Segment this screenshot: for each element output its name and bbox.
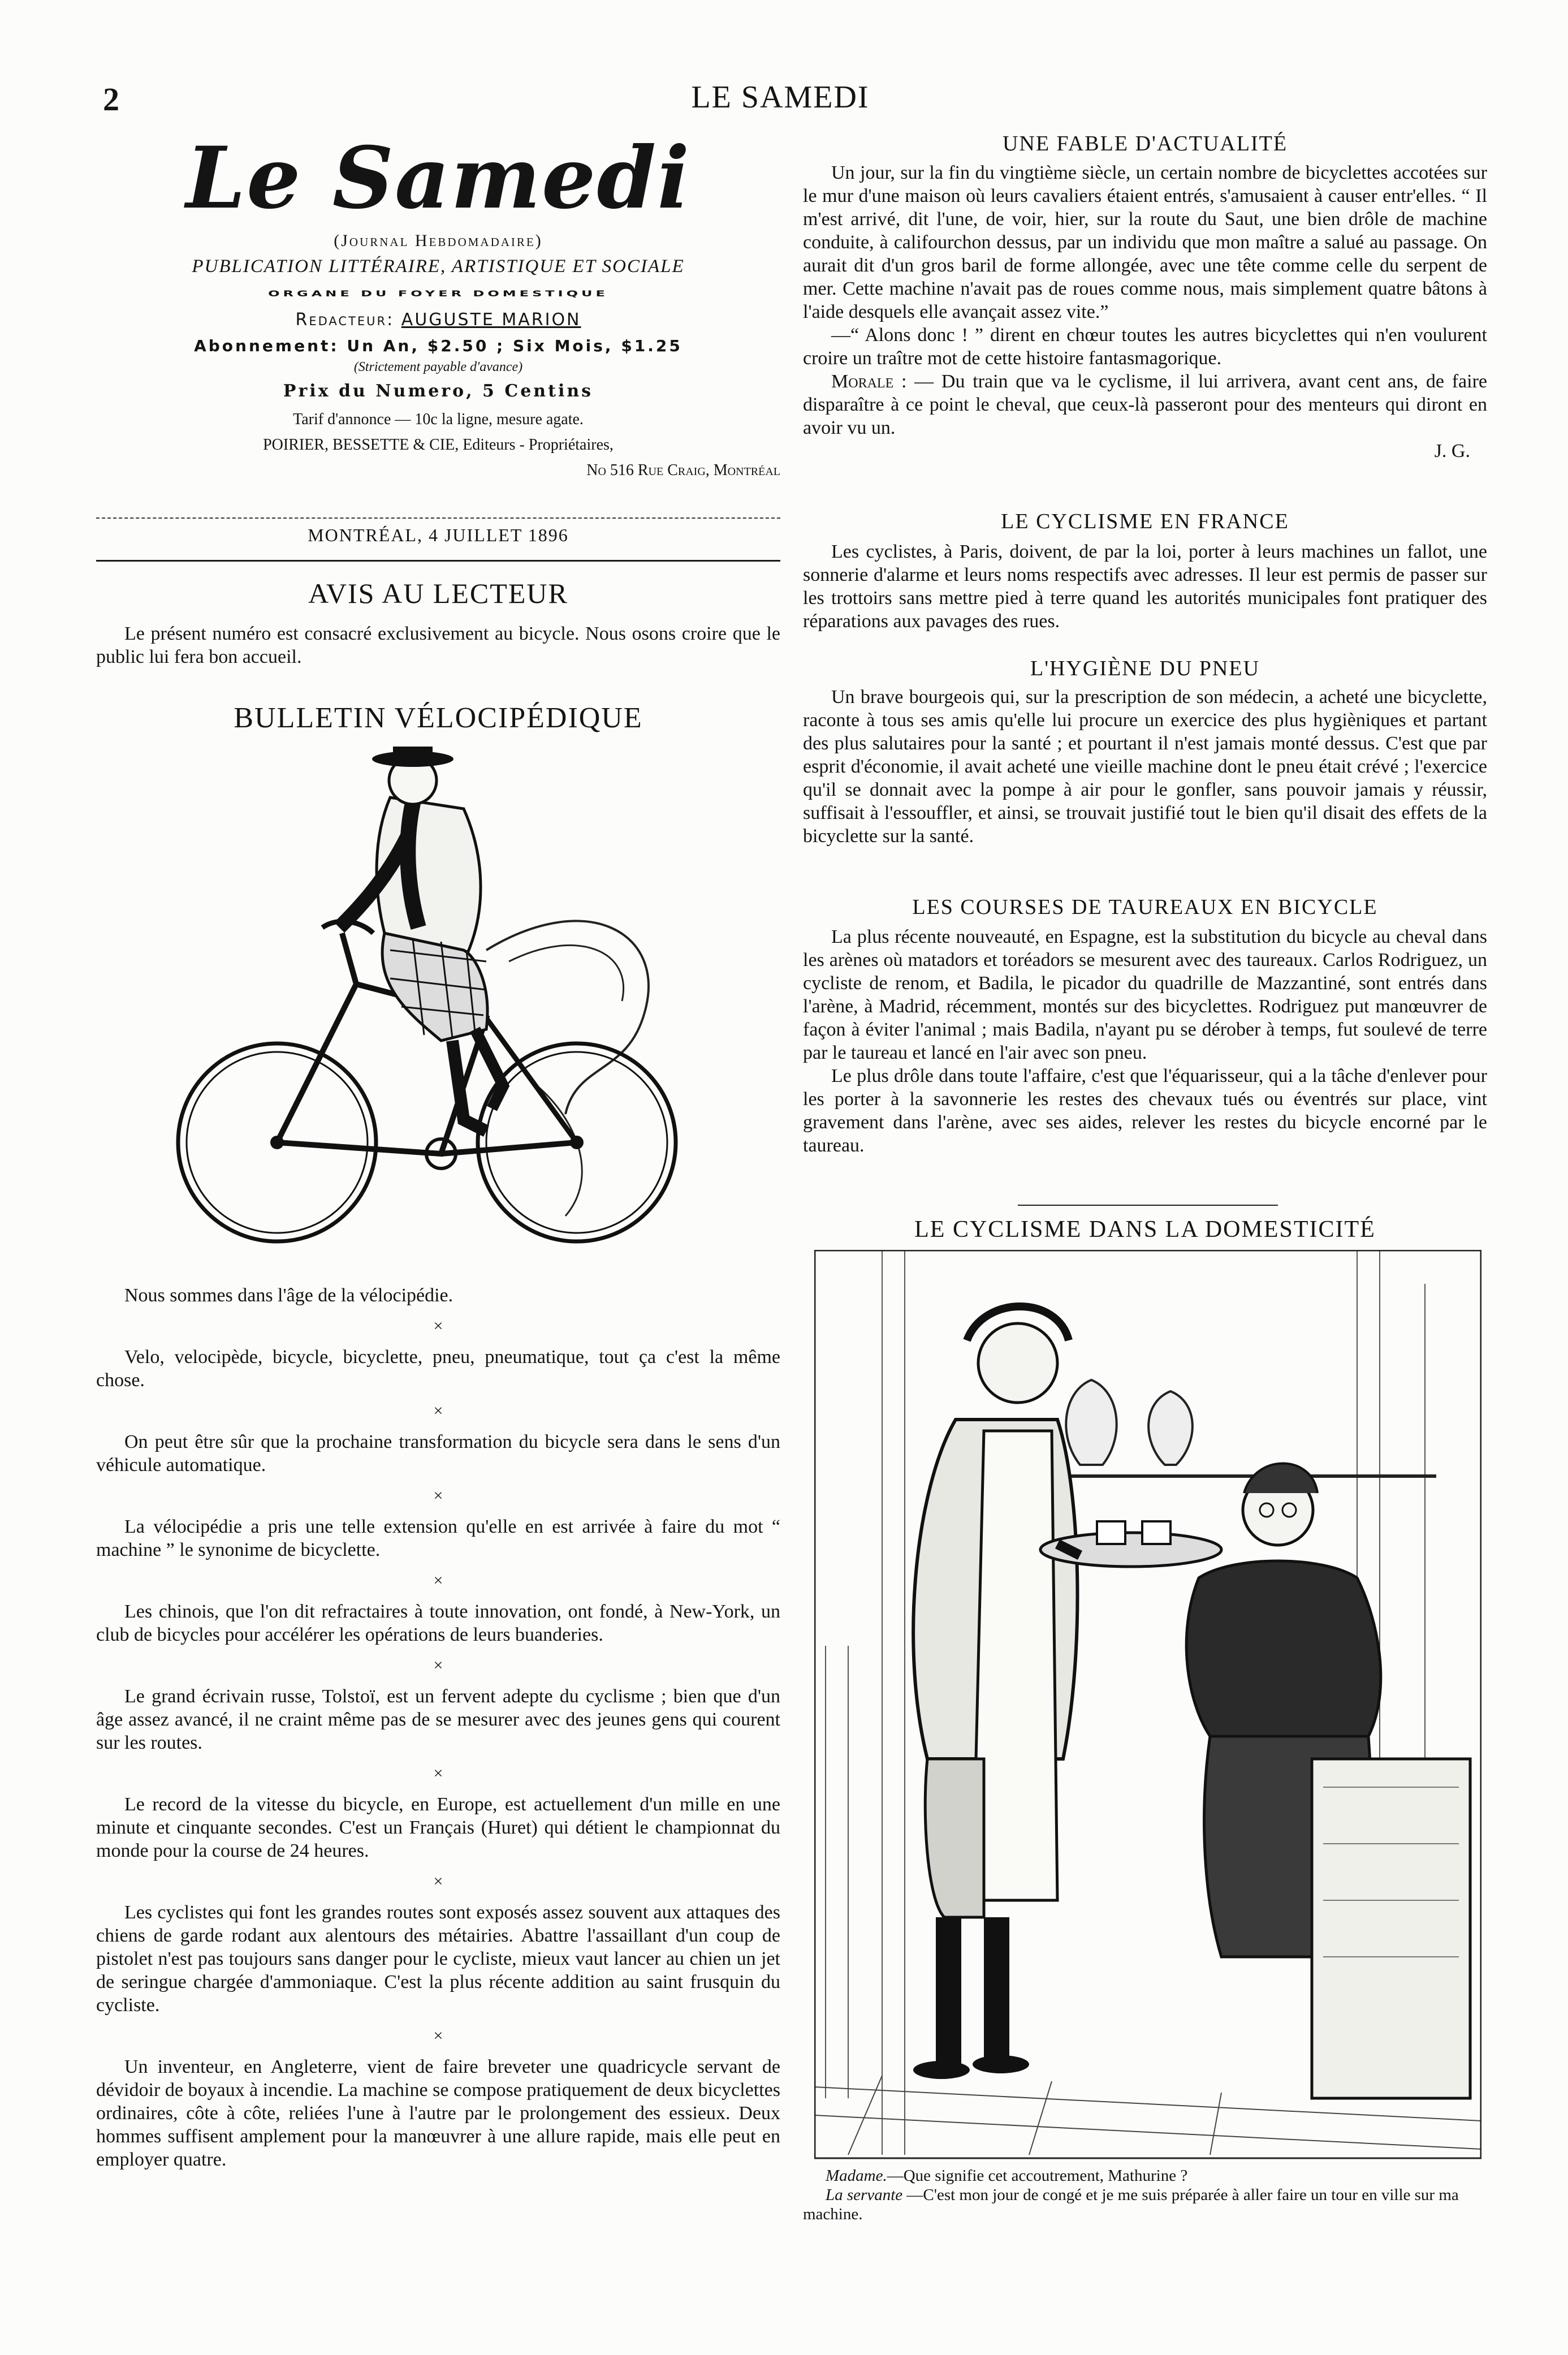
bulletin-item: Nous sommes dans l'âge de la vélocipédie. [124, 1285, 453, 1306]
item-separator: × [433, 1486, 443, 1505]
publishers-line: POIRIER, BESSETTE & CIE, Editeurs - Propriétaires, [263, 436, 614, 454]
item-separator: × [433, 1872, 443, 1891]
woman-on-bicycle-illustration [170, 747, 679, 1267]
courses-body [803, 925, 1487, 1157]
masthead-rule [96, 517, 780, 519]
page-number: 2 [103, 81, 119, 118]
fable-morale [803, 370, 1487, 439]
hygiene-text: Un brave bourgeois qui, sur la prescription de son médecin, a acheté une bicyclette, raconte à tous ses amis qu'elle lui procure un exercice des plus hygièniques et partant des plus salutaires pour la santé ; et pourtant il n'est jamais monté dessus. C'est que par esprit d'économie, il avait acheté une vieille machine dont le pneu était crévé ; l'exercice qu'il se donnait avec la pompe à air pour le gonfler, sans pouvoir jamais y réussir, suffisait à l'essouffler, et ainsi, se trouvait justifié tout le bien qu'il disait des effets de la bicyclette sur la santé. [803, 687, 1487, 847]
address-line: No 516 Rue Craig, Montréal [586, 461, 780, 479]
bulletin-heading: BULLETIN VÉLOCIPÉDIQUE [234, 702, 643, 734]
masthead [96, 130, 780, 483]
caption-text: —C'est mon jour de congé et je me suis préparée à aller faire un tour en ville sur ma machine. [803, 2186, 1459, 2223]
bulletin-item: Velo, velocipède, bicycle, bicyclette, pneu, pneumatique, tout ça c'est la même chose. [96, 1347, 780, 1391]
fable-body [803, 161, 1487, 463]
caption-text: —Que signifie cet accoutrement, Mathurine ? [887, 2167, 1188, 2185]
item-separator: × [433, 1401, 443, 1420]
publication-line: PUBLICATION LITTÉRAIRE, ARTISTIQUE ET SOCIALE [192, 256, 685, 277]
bulletin-item: Les chinois, que l'on dit refractaires à toute innovation, ont fondé, à New-York, un club de bicycles pour accélérer les opérations de leurs buanderies. [96, 1601, 780, 1645]
masthead-subtitle: (Journal Hebdomadaire) [334, 231, 543, 250]
price-line: Prix du Numero, 5 Centins [283, 381, 594, 401]
redacteur-label: Redacteur: [295, 310, 395, 330]
caption-speaker: Madame. [826, 2167, 887, 2185]
hygiene-heading: L'HYGIÈNE DU PNEU [1030, 657, 1260, 680]
avis-heading: AVIS AU LECTEUR [308, 577, 568, 609]
bulletin-item: On peut être sûr que la prochaine transformation du bicycle sera dans le sens d'un véhicule automatique. [96, 1431, 780, 1476]
item-separator: × [433, 1764, 443, 1783]
redacteur-name: AUGUSTE MARION [401, 310, 581, 330]
caption-line-1 [803, 2166, 1510, 2185]
organ-line: ORGANE DU FOYER DOMESTIQUE [268, 288, 608, 299]
illustration-caption [803, 2166, 1510, 2224]
courses-paragraph: Le plus drôle dans toute l'affaire, c'est que l'équarisseur, qui a la tâche d'enlever pour les porter à la savonnerie les restes des chevaux tués ou éventrés sur place, vint gravement dans l'arène, avec ses aides, relever les restes du bicycle encorné par le taureau. [803, 1066, 1487, 1156]
courses-paragraph: La plus récente nouveauté, en Espagne, est la substitution du bicycle au cheval dans les arènes où matadors et toréadors se mesurent avec des taureaux. Carlos Rodriguez, un cycliste de renom, et Badila, le picador du quadrille de Mazzantiné, sont entrés dans l'arène, à Madrid, récemment, montés sur des bicyclettes. Rodriguez put manœuvrer de façon à éviter l'animal ; mais Badila, n'ayant pu se dérober à temps, fut soulevé de terre par le taureau et lancé en l'air avec son pneu. [803, 926, 1487, 1063]
item-separator: × [433, 1317, 443, 1335]
fable-heading: UNE FABLE D'ACTUALITÉ [1002, 132, 1288, 156]
bulletin-item: Le grand écrivain russe, Tolstoï, est un fervent adepte du cyclisme ; bien que d'un âge assez avancé, il ne craint même pas de se mesurer avec des jeunes gens qui courent sur les routes. [96, 1686, 780, 1753]
fable-paragraph: Un jour, sur la fin du vingtième siècle, un certain nombre de bicyclettes accotées sur le mur d'une maison où leurs cavaliers étaient entrés, s'amusaient à causer entr'elles. “ Il m'est arrivé, dit l'une, de voir, hier, sur la route du Saut, une bien drôle de machine conduite, à califourchon dessus, par un individu que mon maître a salué au passage. On aurait dit d'un gros baril de forme allongée, avec une tête comme celle du serpent de mer. Cette machine n'avait pas de roues comme nous, mais simplement quatre bâtons à l'aide desquels elle avançait assez vite.” [803, 162, 1487, 322]
subscription-line: Abonnement: Un An, $2.50 ; Six Mois, $1.25 [194, 337, 683, 355]
redacteur-line [96, 307, 780, 334]
fable-signature: J. G. [1434, 441, 1470, 461]
item-separator: × [433, 1656, 443, 1675]
cyclisme-france-text: Les cyclistes, à Paris, doivent, de par la loi, porter à leurs machines un fallot, une sonnerie d'alarme et leurs noms respectifs avec adresses. Il leur est permis de passer sur les trottoirs sans mettre pied à terre quand les autorités municipales font pratiquer des réparations aux pavages des rues. [803, 541, 1487, 632]
subscription-note: (Strictement payable d'avance) [353, 360, 523, 374]
fable-paragraph: —“ Alons donc ! ” dirent en chœur toutes les autres bicyclettes qui n'en voulurent croire un traître mot de cette histoire fantasmagorique. [803, 325, 1487, 369]
bulletin-items [96, 1284, 780, 2171]
bulletin-item: Le record de la vitesse du bicycle, en Europe, est actuellement d'un mille en une minute et cinquante secondes. C'est un Français (Huret) qui détient le championnat du monde pour la course de 24 heures. [96, 1794, 780, 1861]
masthead-title: Le Samedi [185, 128, 691, 228]
morale-label: Morale : [831, 371, 907, 392]
avis-text: Le présent numéro est consacré exclusivement au bicycle. Nous osons croire que le public lui fera bon accueil. [96, 623, 780, 667]
bulletin-item: Un inventeur, en Angleterre, vient de faire breveter une quadricycle servant de dévidoir de boyaux à incendie. La machine se compose pratiquement de deux bicyclettes ordinaires, côte à côte, reliées l'une à l'autre par le prolongement des essieux. Deux hommes suffisent amplement pour la manœuvrer à une allure rapide, mais elle peut en employer quatre. [96, 2056, 780, 2170]
bulletin-item: Les cyclistes qui font les grandes routes sont exposés assez souvent aux attaques des chiens de garde rodant aux alentours des métairies. Abattre l'assaillant d'un coup de pistolet n'est pas toujours sans danger pour le cycliste, mieux vaut lancer au chien un jet de seringue chargée d'ammoniaque. C'est la plus récente addition au saint frusquin du cycliste. [96, 1902, 780, 2016]
dateline: MONTRÉAL, 4 JUILLET 1896 [308, 525, 569, 545]
domesticite-heading: LE CYCLISME DANS LA DOMESTICITÉ [914, 1217, 1376, 1243]
servant-and-madame-illustration [814, 1250, 1481, 2160]
cyclisme-france-heading: LE CYCLISME EN FRANCE [1001, 510, 1289, 533]
courses-heading: LES COURSES DE TAUREAUX EN BICYCLE [912, 895, 1378, 919]
tarif-line: Tarif d'annonce — 10c la ligne, mesure agate. [293, 411, 584, 428]
item-separator: × [433, 2026, 443, 2045]
caption-line-2 [803, 2185, 1510, 2224]
dateline-rule [96, 560, 780, 562]
section-rule [1018, 1205, 1278, 1206]
bulletin-item: La vélocipédie a pris une telle extension qu'elle en est arrivée à faire du mot “ machine ” le synonime de bicyclette. [96, 1516, 780, 1560]
morale-text: — Du train que va le cyclisme, il lui arrivera, avant cent ans, de faire disparaître à ce point le cheval, que ceux-là passeront pour des menteurs qui diront en avoir vu un. [803, 371, 1487, 438]
running-title: LE SAMEDI [691, 80, 870, 115]
item-separator: × [433, 1571, 443, 1590]
caption-speaker: La servante [826, 2186, 903, 2204]
